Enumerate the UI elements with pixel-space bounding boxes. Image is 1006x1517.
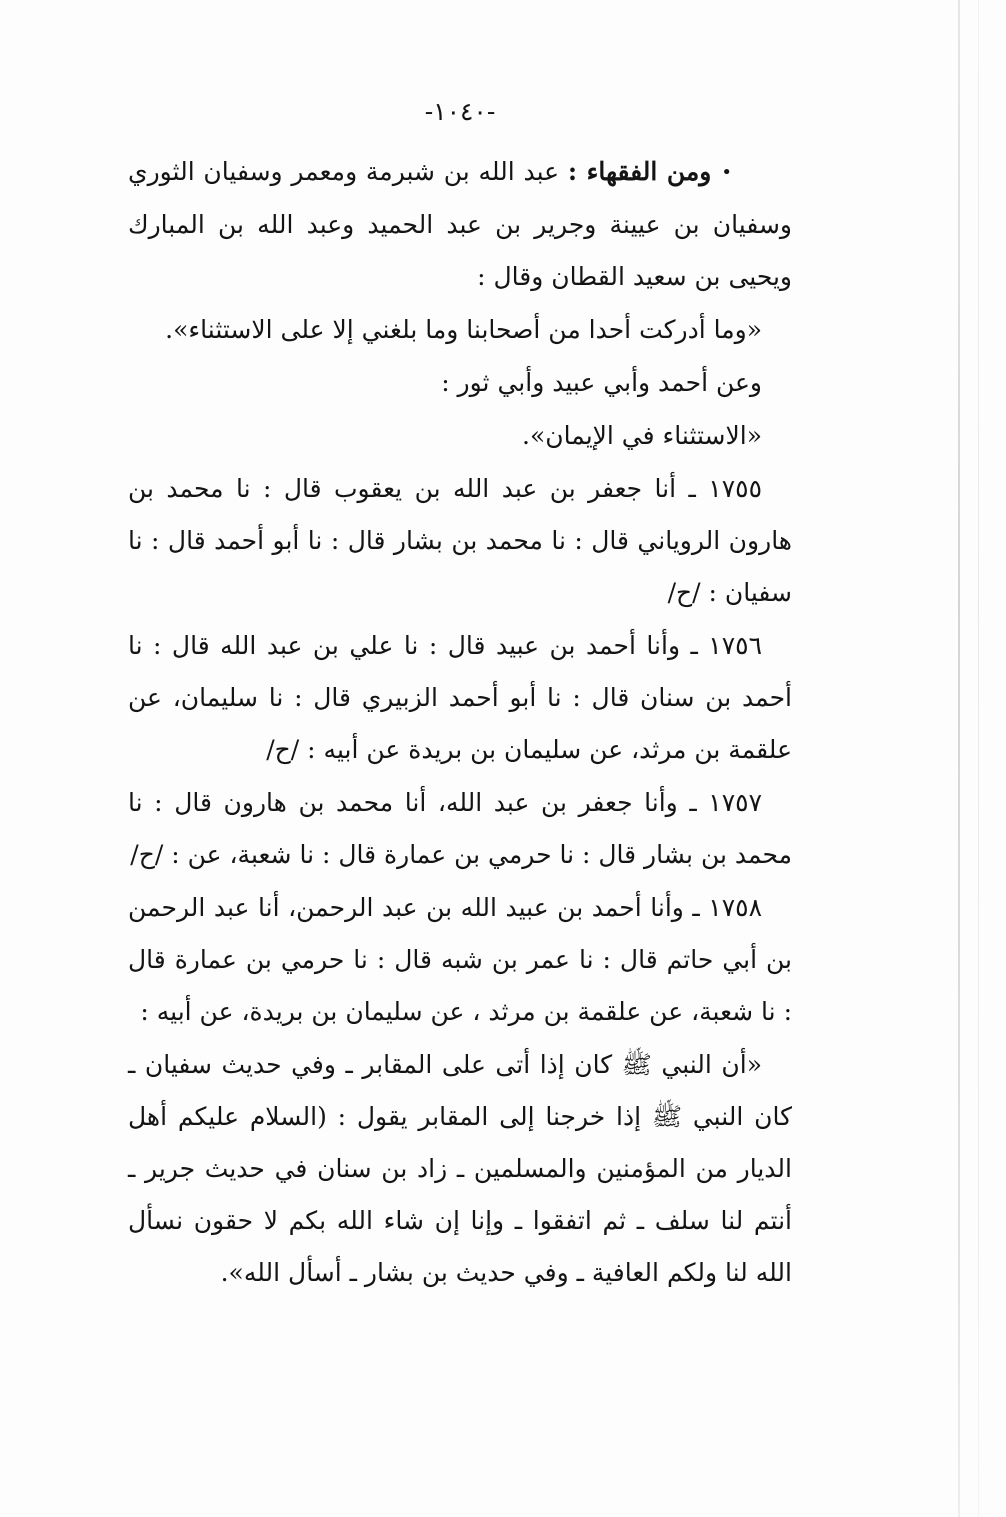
scan-edge-line <box>958 0 960 1517</box>
hadith-text: «أن النبي ﷺ كان إذا أتى على المقابر ـ وفي حديث سفيان ـ كان النبي ﷺ إذا خرجنا إلى المقابر يقول : (السلام عليكم أهل الديار من المؤمنين والمسلمين ـ زاد بن سنان في حديث جرير ـ أنتم لنا سلف ـ ثم اتفقوا ـ وإنا إن شاء الله بكم لا حقون نسأل الله لنا ولكم العافية ـ وفي حديث بن بشار ـ أسأل الله». <box>128 1050 792 1287</box>
page-text-body <box>128 86 792 1300</box>
section-heading: ومن الفقهاء : <box>567 157 712 186</box>
quote-iman: «الاستثناء في الإيمان». <box>522 421 762 450</box>
bullet-icon: • <box>721 162 732 183</box>
narration-1757: ١٧٥٧ ـ وأنا جعفر بن عبد الله، أنا محمد بن هارون قال : نا محمد بن بشار قال : نا حرمي بن عمارة قال : نا شعبة، عن : /ح/ <box>128 788 792 869</box>
intro-text: عبد الله بن شبرمة ومعمر وسفيان الثوري وسفيان بن عيينة وجرير بن عبد الحميد وعبد الله بن المبارك ويحيى بن سعيد القطان وقال : <box>128 157 792 291</box>
intro-paragraph <box>128 146 792 303</box>
narration-1755: ١٧٥٥ ـ أنا جعفر بن عبد الله بن يعقوب قال : نا محمد بن هارون الروياني قال : نا محمد بن بشار قال : نا أبو أحمد قال : نا سفيان : /ح/ <box>128 474 792 607</box>
scan-edge-line-secondary <box>978 0 979 1517</box>
narration-1758: ١٧٥٨ ـ وأنا أحمد بن عبيد الله بن عبد الرحمن، أنا عبد الرحمن بن أبي حاتم قال : نا عمر بن شبه قال : نا حرمي بن عمارة قال : نا شعبة، عن علقمة بن مرثد ، عن سليمان بن بريدة، عن أبيه : <box>128 893 792 1026</box>
narration-1756: ١٧٥٦ ـ وأنا أحمد بن عبيد قال : نا علي بن عبد الله قال : نا أحمد بن سنان قال : نا أبو أحمد الزبيري قال : نا سليمان، عن علقمة بن مرثد، عن سليمان بن بريدة عن أبيه : /ح/ <box>128 631 792 764</box>
attribution-line: وعن أحمد وأبي عبيد وأبي ثور : <box>441 368 762 397</box>
quote-istithna: «وما أدركت أحدا من أصحابنا وما بلغني إلا على الاستثناء». <box>165 315 762 344</box>
page-number: -١٠٤٠- <box>424 97 496 126</box>
